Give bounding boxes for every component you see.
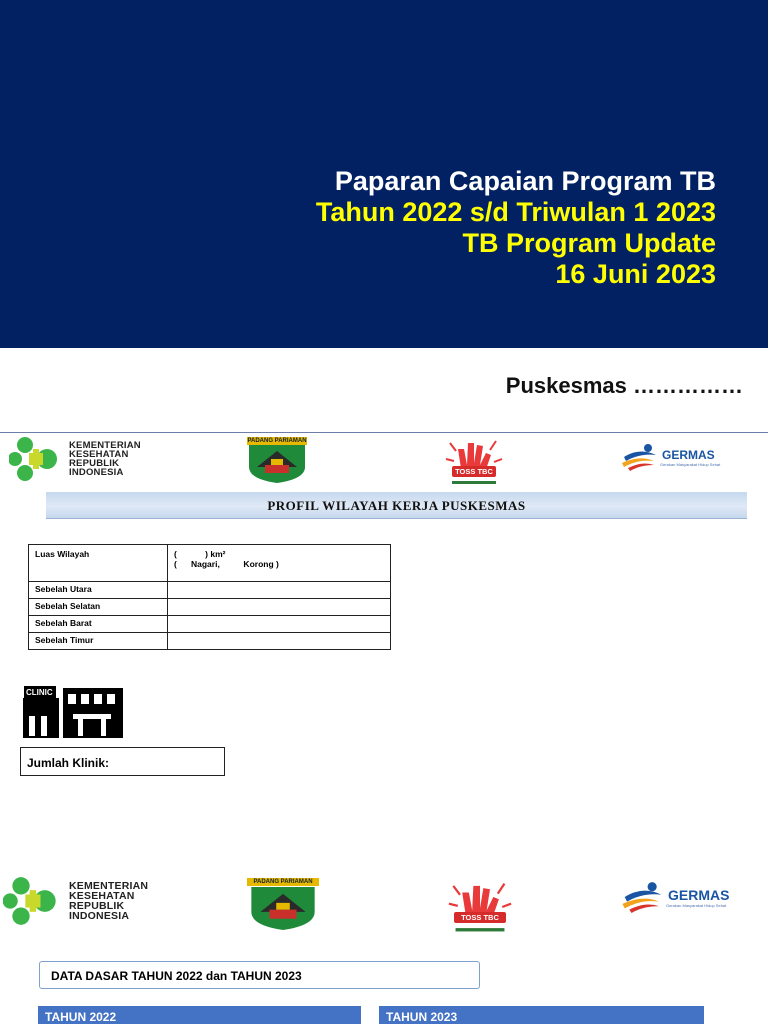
crest-icon	[247, 437, 307, 483]
data-dasar-heading: DATA DASAR TAHUN 2022 dan TAHUN 2023	[39, 961, 480, 989]
clinic-building-icon	[23, 686, 123, 738]
table-row	[29, 545, 391, 582]
year-2022-header: TAHUN 2022	[38, 1006, 361, 1024]
hand-icon	[440, 877, 520, 937]
kemenkes-leaf-icon	[3, 875, 65, 927]
row-label: Sebelah Barat	[29, 616, 168, 633]
wilayah-table	[28, 544, 391, 650]
sebelah-timur-value[interactable]	[168, 633, 391, 650]
sebelah-barat-value[interactable]	[168, 616, 391, 633]
table-row	[29, 599, 391, 616]
title-block	[316, 166, 716, 290]
germas-swoosh-icon	[620, 881, 666, 913]
table-row	[29, 633, 391, 650]
puskesmas-label: Puskesmas ……………	[505, 373, 743, 398]
sebelah-utara-value[interactable]	[168, 582, 391, 599]
row-label: Sebelah Selatan	[29, 599, 168, 616]
germas-logo: GERMAS Gerakan Masyarakat Hidup Sehat	[620, 881, 729, 913]
row-label: Sebelah Utara	[29, 582, 168, 599]
year-2023-header: TAHUN 2023	[379, 1006, 704, 1024]
kemenkes-name: KEMENTERIAN KESEHATAN REPUBLIK INDONESIA	[69, 440, 141, 478]
toss-tbc-logo: TOSS TBC	[440, 877, 520, 937]
title-banner	[0, 0, 768, 348]
table-row	[29, 582, 391, 599]
presentation-period: Tahun 2022 s/d Triwulan 1 2023	[315, 197, 716, 227]
row-label: Luas Wilayah	[29, 545, 168, 582]
sebelah-selatan-value[interactable]	[168, 599, 391, 616]
toss-tbc-logo: TOSS TBC	[440, 435, 508, 489]
hand-icon	[440, 435, 508, 489]
clinic-sign: CLINIC	[26, 688, 53, 697]
germas-swoosh-icon	[620, 443, 660, 471]
kemenkes-logo	[9, 435, 141, 483]
row-label: Sebelah Timur	[29, 633, 168, 650]
presentation-title: Paparan Capaian Program TB	[334, 166, 716, 196]
jumlah-klinik-field[interactable]: Jumlah Klinik:	[20, 747, 225, 776]
kemenkes-name: KEMENTERIAN KESEHATAN REPUBLIK INDONESIA	[69, 880, 149, 922]
table-row	[29, 616, 391, 633]
logo-row	[0, 433, 768, 493]
logo-row	[0, 873, 768, 937]
padang-pariaman-logo: PADANG PARIAMAN	[247, 437, 307, 483]
padang-pariaman-logo: PADANG PARIAMAN	[247, 878, 319, 930]
profil-heading: PROFIL WILAYAH KERJA PUSKESMAS	[46, 492, 747, 519]
crest-icon	[247, 878, 319, 930]
presentation-subtitle: TB Program Update	[462, 228, 716, 258]
luas-wilayah-value[interactable]: ( ) km² ( Nagari, Korong )	[168, 545, 391, 582]
kemenkes-leaf-icon	[9, 435, 65, 483]
presentation-date: 16 Juni 2023	[555, 259, 716, 289]
kemenkes-logo	[3, 875, 148, 927]
germas-logo: GERMAS Gerakan Masyarakat Hidup Sehat	[620, 443, 720, 471]
